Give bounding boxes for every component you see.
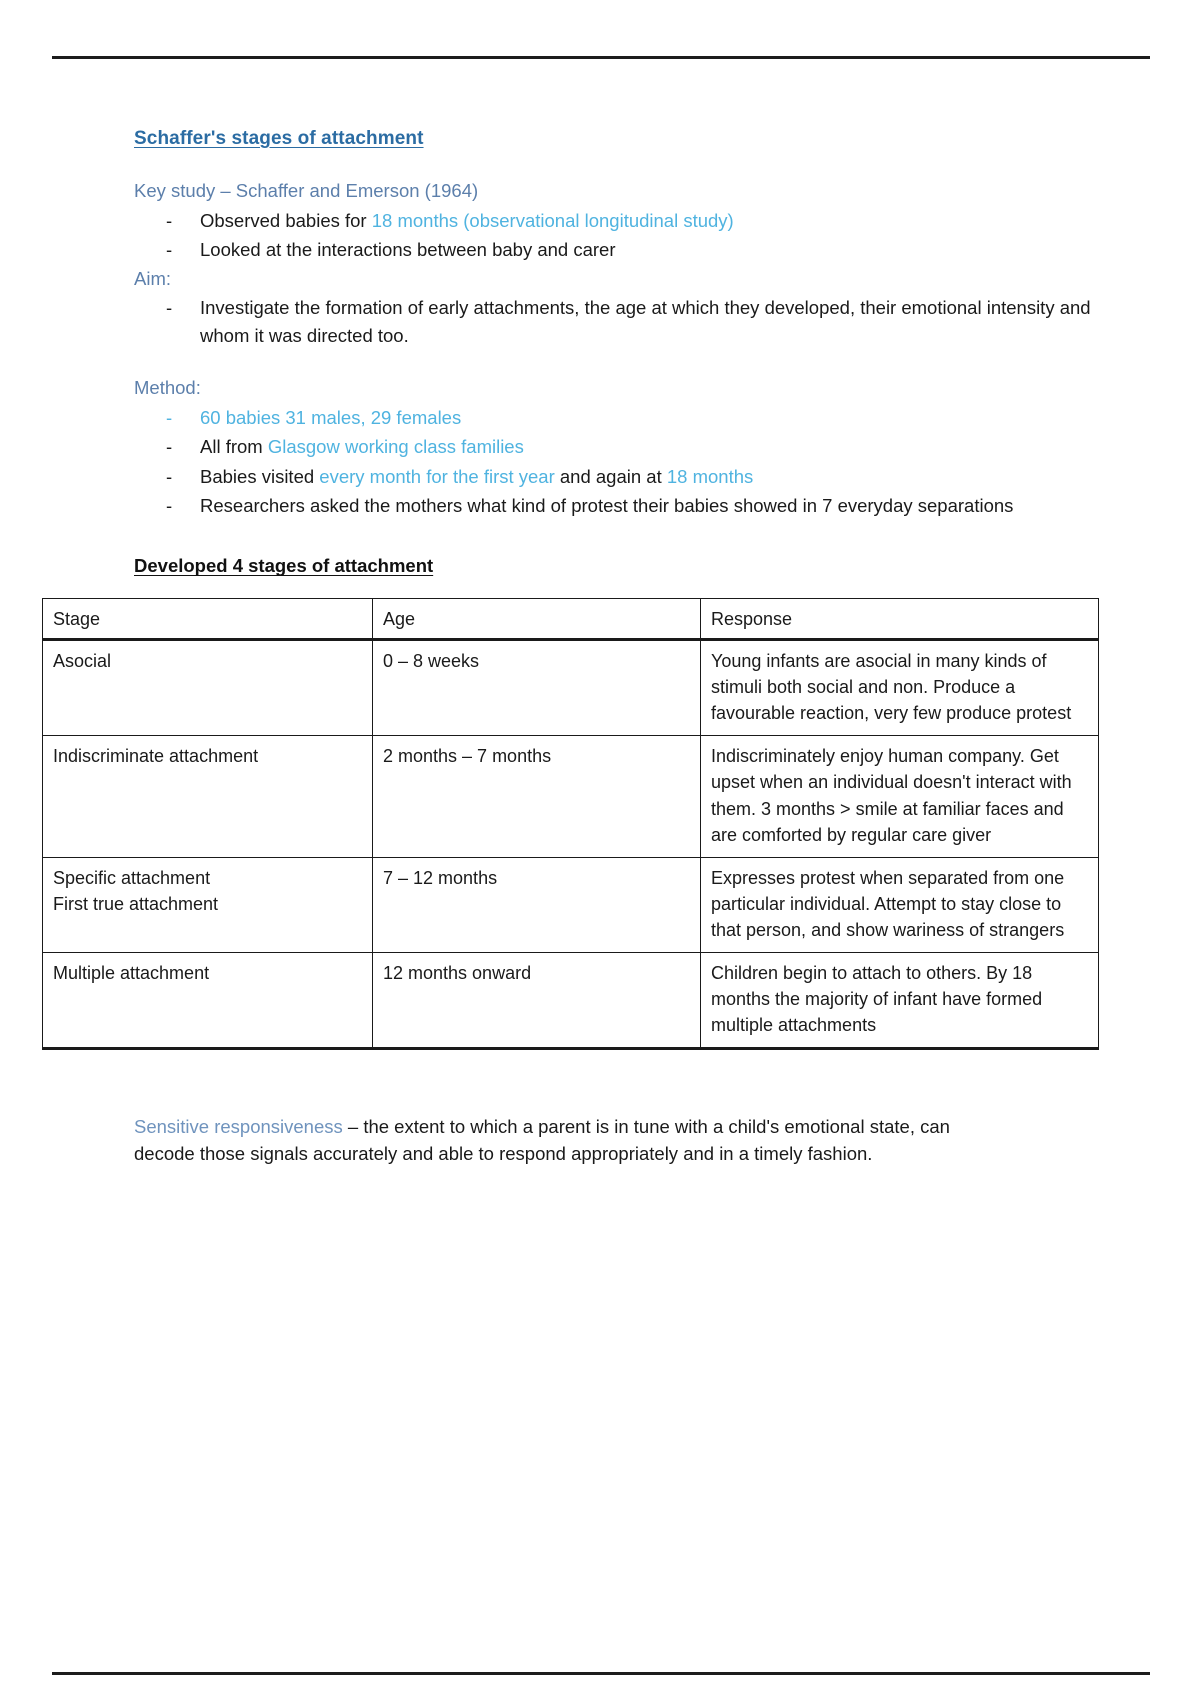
cell-stage <box>43 857 373 952</box>
bullet-text-prefix: Researchers asked the mothers what kind of protest their babies showed in 7 everyday separations <box>200 495 1014 517</box>
method-bullet-list <box>134 404 1094 520</box>
cell-stage <box>43 736 373 857</box>
column-header-stage: Stage <box>43 599 373 640</box>
closing-body: – the extent to which a parent is in tune with a child's emotional state, can decode those signals accurately and able to respond appropriately and in a timely fashion. <box>134 1115 950 1164</box>
cell-age: 2 months – 7 months <box>373 736 701 857</box>
list-item <box>134 492 1094 519</box>
closing-term: Sensitive responsiveness <box>134 1115 343 1137</box>
bullet-text-highlight: 60 babies 31 males, 29 females <box>200 406 462 428</box>
bullet-text-suffix: and again at <box>554 465 667 487</box>
spacer <box>134 521 1094 555</box>
cell-age: 0 – 8 weeks <box>373 640 701 736</box>
table-row <box>43 640 1099 736</box>
cell-stage-line1: Specific attachment <box>53 867 211 888</box>
cell-response: Children begin to attach to others. By 18 months the majority of infant have formed multiple attachments <box>701 953 1099 1049</box>
bullet-text-prefix: Observed babies for <box>200 209 372 231</box>
bullet-text-highlight: Glasgow working class families <box>267 436 524 458</box>
cell-response: Expresses protest when separated from one particular individual. Attempt to stay close to that person, and show wariness of strangers <box>701 857 1099 952</box>
table-caption: Developed 4 stages of attachment <box>134 555 434 577</box>
bullet-text-prefix: Investigate the formation of early attachments, the age at which they developed, their emotional intensity and whom it was directed too. <box>200 297 1091 346</box>
cell-stage-line1: Indiscriminate attachment <box>53 746 259 767</box>
footer-rule <box>52 1672 1150 1675</box>
table-header <box>43 599 1099 640</box>
bullet-text-highlight-2: 18 months <box>666 465 754 487</box>
cell-age: 7 – 12 months <box>373 857 701 952</box>
table-row <box>43 736 1099 857</box>
table-row <box>43 857 1099 952</box>
cell-stage <box>43 953 373 1049</box>
column-header-age: Age <box>373 599 701 640</box>
aim-bullet-list <box>134 294 1094 349</box>
document-content <box>134 128 1094 585</box>
table-body <box>43 640 1099 1049</box>
cell-response: Young infants are asocial in many kinds of stimuli both social and non. Produce a favourable reaction, very few produce protest <box>701 640 1099 736</box>
table-row <box>43 953 1099 1049</box>
header-rule <box>52 56 1150 59</box>
bullet-text-prefix: Looked at the interactions between baby and carer <box>200 239 616 261</box>
list-item <box>134 404 1094 431</box>
list-item <box>134 294 1094 349</box>
cell-age: 12 months onward <box>373 953 701 1049</box>
bullet-text-highlight: 18 months (observational longitudinal study) <box>371 209 734 231</box>
bullet-text-highlight: every month for the first year <box>319 465 555 487</box>
cell-stage <box>43 640 373 736</box>
bullet-text-prefix: Babies visited <box>200 465 320 487</box>
key-study-bullet-list <box>134 207 1094 264</box>
cell-stage-line1: Asocial <box>53 651 112 672</box>
closing-paragraph <box>134 1113 1014 1168</box>
spacer <box>134 351 1094 375</box>
aim-heading: Aim: <box>134 267 171 289</box>
cell-stage-line1: Multiple attachment <box>53 963 210 984</box>
cell-response: Indiscriminately enjoy human company. Get upset when an individual doesn't interact with them. 3 months > smile at familiar faces and are comforted by regular care giver <box>701 736 1099 857</box>
column-header-response: Response <box>701 599 1099 640</box>
list-item <box>134 463 1094 490</box>
list-item <box>134 433 1094 460</box>
list-item <box>134 236 1094 263</box>
table-header-row <box>43 599 1099 640</box>
key-study-heading: Key study – Schaffer and Emerson (1964) <box>134 180 479 201</box>
cell-stage-line2: First true attachment <box>53 893 219 914</box>
page-title: Schaffer's stages of attachment <box>134 128 424 149</box>
stages-table <box>42 598 1099 1050</box>
method-heading: Method: <box>134 377 201 399</box>
list-item <box>134 207 1094 234</box>
bullet-text-prefix: All from <box>200 436 268 458</box>
